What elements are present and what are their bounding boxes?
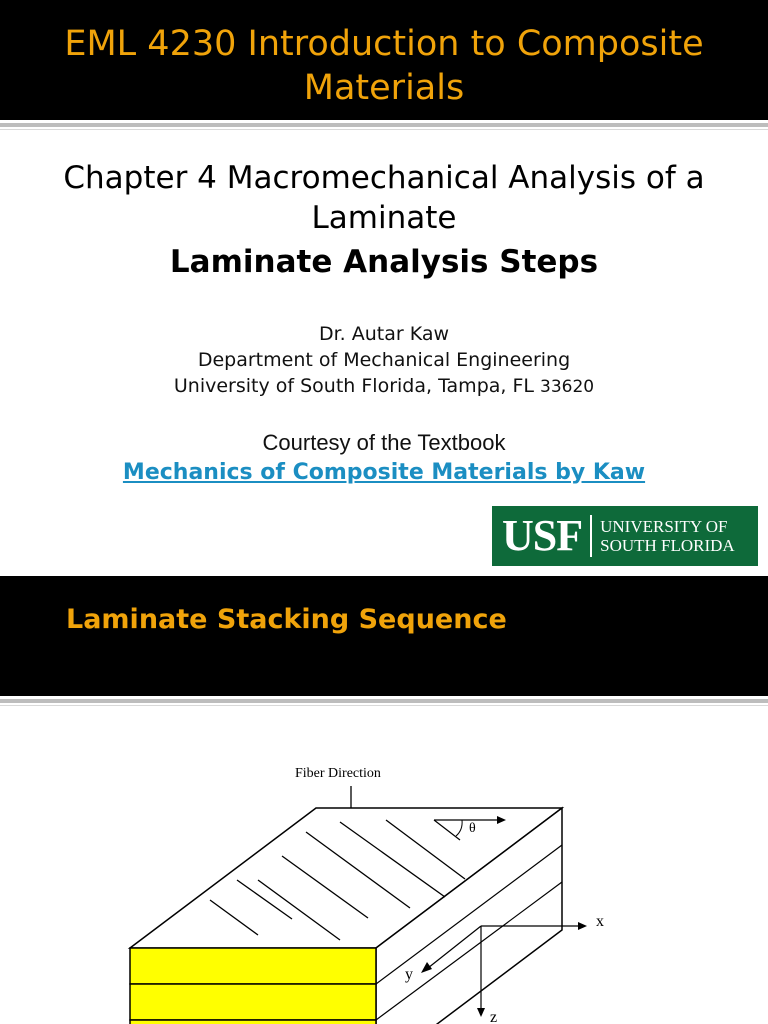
slide-subtitle: Laminate Analysis Steps xyxy=(169,244,599,280)
x-axis-arrow xyxy=(578,922,587,930)
ply-3 xyxy=(130,1020,376,1024)
courtesy-text: Courtesy of the Textbook xyxy=(262,430,506,455)
department-name: Department of Mechanical Engineering xyxy=(197,349,571,371)
z-axis-arrow xyxy=(477,1008,485,1017)
section-title-bar xyxy=(0,576,768,696)
ply-2 xyxy=(130,984,376,1020)
usf-logo xyxy=(492,506,758,566)
ply-1 xyxy=(130,948,376,984)
zip-code: 33620 xyxy=(540,377,595,397)
textbook-link[interactable]: Mechanics of Composite Materials by Kaw xyxy=(122,460,646,485)
university-address xyxy=(0,373,768,400)
university-line: University of South Florida, Tampa, FL xyxy=(173,375,541,397)
y-axis-label: y xyxy=(405,966,413,983)
chapter-heading: Chapter 4 Macromechanical Analysis of a Laminate xyxy=(63,160,705,236)
title-divider xyxy=(0,123,768,127)
section-divider xyxy=(0,699,768,703)
x-axis-label: x xyxy=(596,913,604,930)
usf-logo-abbr: USF xyxy=(502,515,592,557)
title-divider-thin xyxy=(0,129,768,130)
laminate-figure xyxy=(0,706,768,1024)
theta-label: θ xyxy=(469,821,476,836)
usf-logo-line1: UNIVERSITY OF xyxy=(600,517,728,536)
usf-logo-name xyxy=(592,517,735,555)
fiber-direction-label: Fiber Direction xyxy=(295,766,381,781)
z-axis-label: z xyxy=(490,1009,498,1024)
usf-logo-line2: SOUTH FLORIDA xyxy=(600,536,735,555)
author-name: Dr. Autar Kaw xyxy=(318,323,450,345)
course-title: EML 4230 Introduction to Composite Materials xyxy=(64,24,704,108)
section-title: Laminate Stacking Sequence xyxy=(66,604,507,635)
